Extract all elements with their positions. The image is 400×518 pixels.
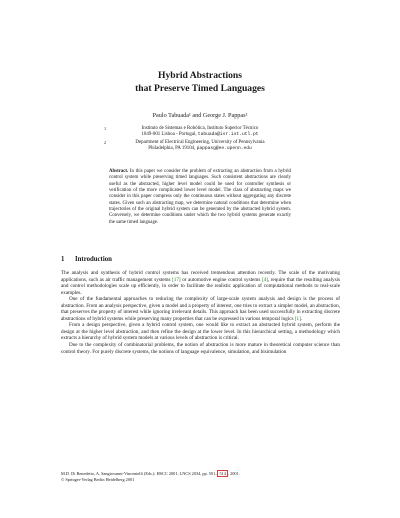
section-heading-introduction [61, 256, 341, 264]
author-list: Paulo Tabuada¹ and George J. Pappas² [152, 112, 248, 119]
affiliation-2-number: 2 [104, 140, 107, 145]
paragraph-1 [61, 270, 340, 296]
affiliation-2-line-1: Department of Electrical Engineering, University of Pennsylvania [135, 140, 265, 145]
footer-citation-text: M.D. Di Benedetto, A. Sangiovanni-Vincentelli (Eds.): HSCC 2001, LNCS 2034, pp. 501– [61, 471, 218, 476]
section-number: 1 [61, 256, 65, 263]
affiliation-2-address: Philadelphia, PA 19104, [148, 146, 196, 152]
citation-1-link[interactable]: [1] [294, 315, 301, 322]
abstract-text: In this paper we consider the problem of extracting an abstraction from a hybrid control system while preserving timed languages. Such consistent abstractions are clearly useful as the abstracted, higher level model could be used for controller synthesis or verification of the more complicated lower level model. The class of abstracting maps we consider in this paper compress only the continuous states without aggregating any discrete states. Given such an abstracting map, we determine natural conditions that determine when trajectories of the original hybrid system can be generated by the abstracted hybrid system. Conversely, we determine conditions under which the two hybrid systems generate exactly the same timed language. [109, 169, 291, 225]
paragraph-1-text-c: , require that the resulting analysis and control methodologies scale up efficiently, in order to facilitate the realistic application of computational methods to real-scale examples. [61, 276, 340, 296]
affiliation-1 [104, 126, 290, 139]
affiliation-2-line-2 [110, 146, 290, 152]
paragraph-3: From a design perspective, given a hybrid control system, one would like to extract an abstracted hybrid system, perform the design at the higher level abstraction, and then refine the design at the lower level. In this hierarchical setting, a methodology which extracts a hierarchy of hybrid system models at various levels of abstraction is critical. [61, 322, 340, 342]
paragraph-2-end: . [300, 315, 303, 322]
footer-copyright: © Springer-Verlag Berlin Heidelberg 2001 [61, 476, 135, 482]
footer-page-link[interactable]: 514 [219, 471, 226, 476]
abstract-block [109, 169, 291, 226]
affiliation-1-line-1: Instituto de Sistemas e Robótica, Instituto Superior Técnico [141, 126, 259, 131]
paragraph-4: Due to the complexity of combinatorial problems, the notion of abstraction is more mature in theoretical computer science than control theory. For purely discrete systems, the notions of language equivalence, simulation, and bisimulation [61, 342, 340, 355]
affiliation-1-address: 1049-001 Lisboa - Portugal, [141, 132, 197, 138]
paragraph-2-text: One of the fundamental approaches to reducing the complexity of large-scale system analysis and design is the process of abstraction. From an analysis perspective, given a model and a property of interest, one tries to extract a simpler model, an abstraction, that preserves the property of interest while ignoring irrelevant details. This approach has been used successfully in extracting discrete abstractions of hybrid systems while preserving many properties that can be expressed in various temporal logics [61, 296, 340, 322]
affiliation-2 [104, 140, 290, 153]
paragraph-1-text-b: or automotive engine control systems [180, 276, 262, 283]
paper-title-line-1: Hybrid Abstractions [158, 70, 242, 81]
citation-4-link[interactable]: [4] [261, 276, 268, 283]
paper-title-line-2: that Preserve Timed Languages [135, 83, 265, 94]
affiliation-2-email[interactable]: pappasg@ee.upenn.edu [196, 146, 252, 152]
section-title: Introduction [75, 256, 112, 263]
affiliation-1-line-2 [110, 132, 290, 138]
introduction-body [61, 270, 340, 355]
paragraph-1-text-a: The analysis and synthesis of hybrid control systems has received tremendous attention recently. The scale of the motivating applications, such as air traffic management systems [61, 270, 340, 283]
affiliation-1-number: 1 [104, 126, 107, 131]
footer-citation-end: , 2001. [227, 471, 240, 476]
affiliation-1-email[interactable]: tabuada@isr.ist.utl.pt [197, 132, 259, 138]
page-footer [61, 471, 340, 482]
paragraph-2 [61, 296, 340, 322]
citation-17-link[interactable]: [17] [172, 276, 181, 283]
abstract-label: Abstract. [109, 169, 129, 174]
